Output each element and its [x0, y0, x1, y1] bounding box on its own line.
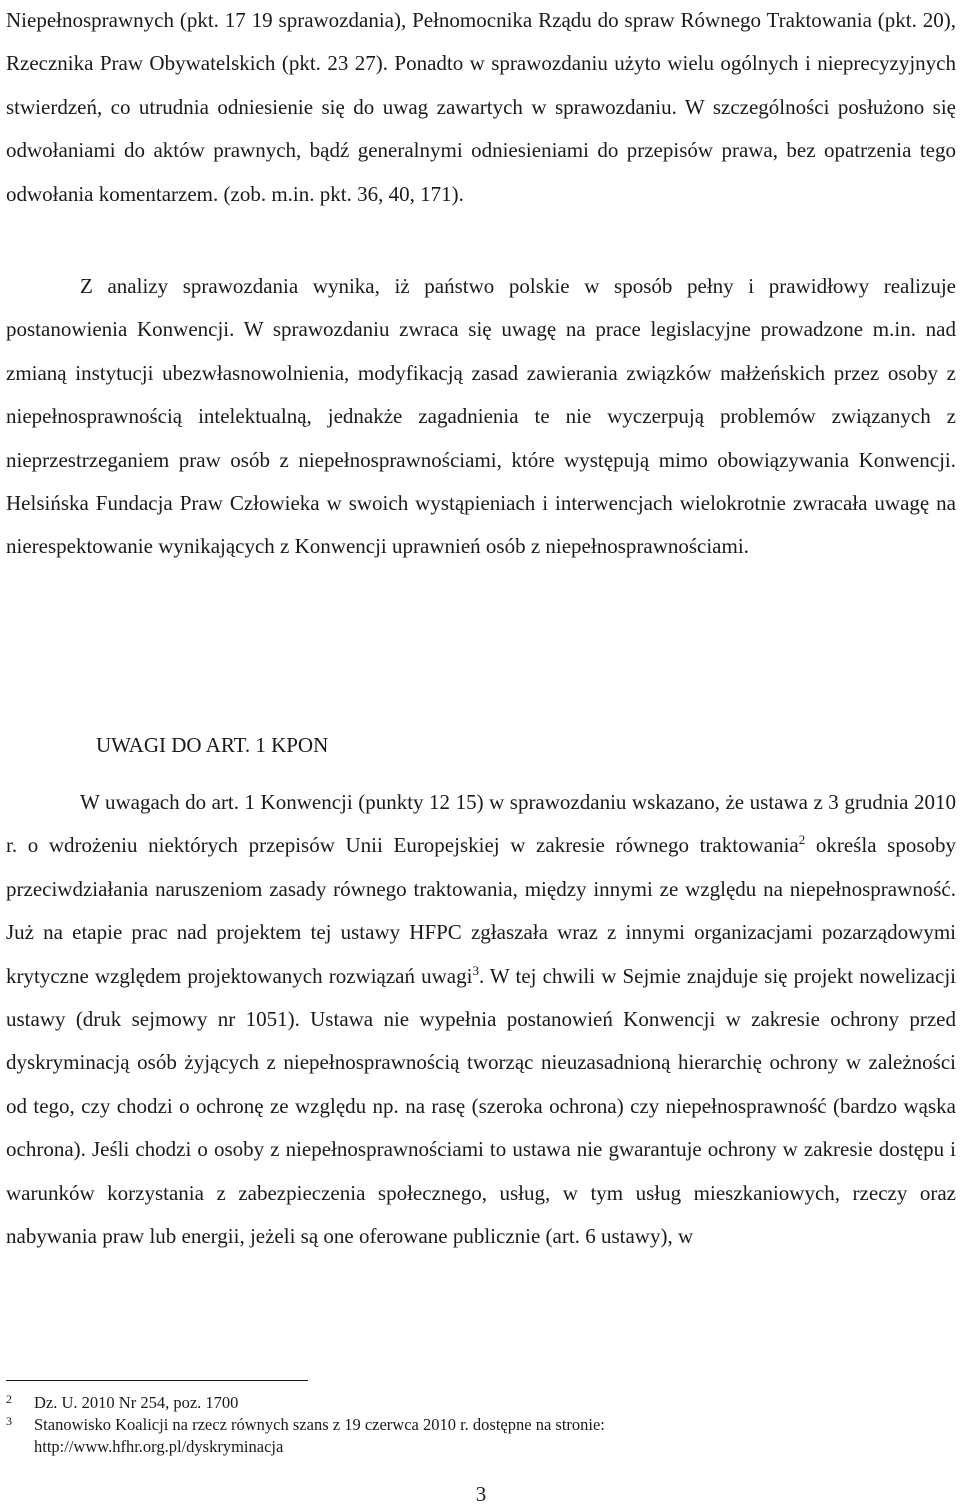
page-number: 3: [475, 1482, 487, 1506]
paragraph-art1-part3: . W tej chwili w Sejmie znajduje się projekt nowelizacji ustawy (druk sejmowy nr 1051). Ustawa nie wypełnia postanowień Konwencji w zakresie ochrony przed dyskryminacją osób żyjących z niepełnosprawnością tworząc nieuzasadnioną hierarchię ochrony w zależności od tego, czy chodzi o ochronę ze względu np. na rasę (szeroka ochrona) czy niepełnosprawność (bardzo wąska ochrona). Jeśli chodzi o osoby z niepełnosprawnościami to ustawa nie gwarantuje ochrony w zakresie dostępu i warunków korzystania z zabezpieczenia społecznego, usług, w tym usług mieszkaniowych, rzeczy oraz nabywania praw lub energii, jeżeli są one oferowane publicznie (art. 6 ustawy), w: [6, 963, 956, 1249]
paragraph-analysis: Z analizy sprawozdania wynika, iż państwo polskie w sposób pełny i prawidłowy realizuje postanowienia Konwencji. W sprawozdaniu zwraca się uwagę na prace legislacyjne prowadzone m.in. nad zmianą instytucji ubezwłasnowolnienia, modyfikacją zasad zawierania związków małżeńskich przez osoby z niepełnosprawnością intelektualną, jednakże zagadnienia te nie wyczerpują problemów związanych z nieprzestrzeganiem praw osób z niepełnosprawnościami, które występują mimo obowiązywania Konwencji. Helsińska Fundacja Praw Człowieka w swoich wystąpieniach i interwencjach wielokrotnie zwracała uwagę na nierespektowanie wynikających z Konwencji uprawnień osób z niepełnosprawnościami.: [6, 274, 956, 559]
paragraph-art1: [6, 781, 956, 1258]
footnote-2: [6, 1392, 956, 1414]
footnote-line: Stanowisko Koalicji na rzecz równych szans z 19 czerwca 2010 r. dostępne na stronie:: [34, 1415, 605, 1434]
footnote-number: 3: [6, 1414, 12, 1428]
footnote-text: [34, 1392, 956, 1414]
footnote-link[interactable]: http://www.hfhr.org.pl/dyskryminacja: [34, 1437, 284, 1456]
footnote-3: [6, 1414, 956, 1458]
paragraph-art1-part1: W uwagach do art. 1 Konwencji (punkty 12 15) w sprawozdaniu wskazano, że ustawa z 3 grudnia 2010 r. o wdrożeniu niektórych przepisów Unii Europejskiej w zakresie równego traktowania: [6, 790, 956, 858]
footnote-text: [34, 1414, 956, 1458]
footnotes: [6, 1392, 956, 1458]
footnote-ref-3: 3: [472, 962, 479, 978]
paragraph-art1-part2: określa sposoby przeciwdziałania naruszeniom zasady równego traktowania, między innymi ze względu na niepełnosprawność. Już na etapie prac nad projektem tej ustawy HFPC zgłaszała wraz z innymi organizacjami pozarządowymi krytyczne względem projektowanych rozwiązań uwagi: [6, 833, 956, 988]
section-heading: UWAGI DO ART. 1 KPON: [96, 733, 329, 757]
footnote-separator: [6, 1380, 308, 1381]
footnote-line: Dz. U. 2010 Nr 254, poz. 1700: [34, 1393, 239, 1412]
paragraph-intro: Niepełnosprawnych (pkt. 17 19 sprawozdania), Pełnomocnika Rządu do spraw Równego Traktowania (pkt. 20), Rzecznika Praw Obywatelskich (pkt. 23 27). Ponadto w sprawozdaniu użyto wielu ogólnych i nieprecyzyjnych stwierdzeń, co utrudnia odniesienie się do uwag zawartych w sprawozdaniu. W szczególności posłużono się odwołaniami do aktów prawnych, bądź generalnymi odniesieniami do przepisów prawa, bez opatrzenia tego odwołania komentarzem. (zob. m.in. pkt. 36, 40, 171).: [6, 8, 956, 206]
footnote-number: 2: [6, 1392, 12, 1406]
footnote-ref-2: 2: [798, 832, 806, 848]
